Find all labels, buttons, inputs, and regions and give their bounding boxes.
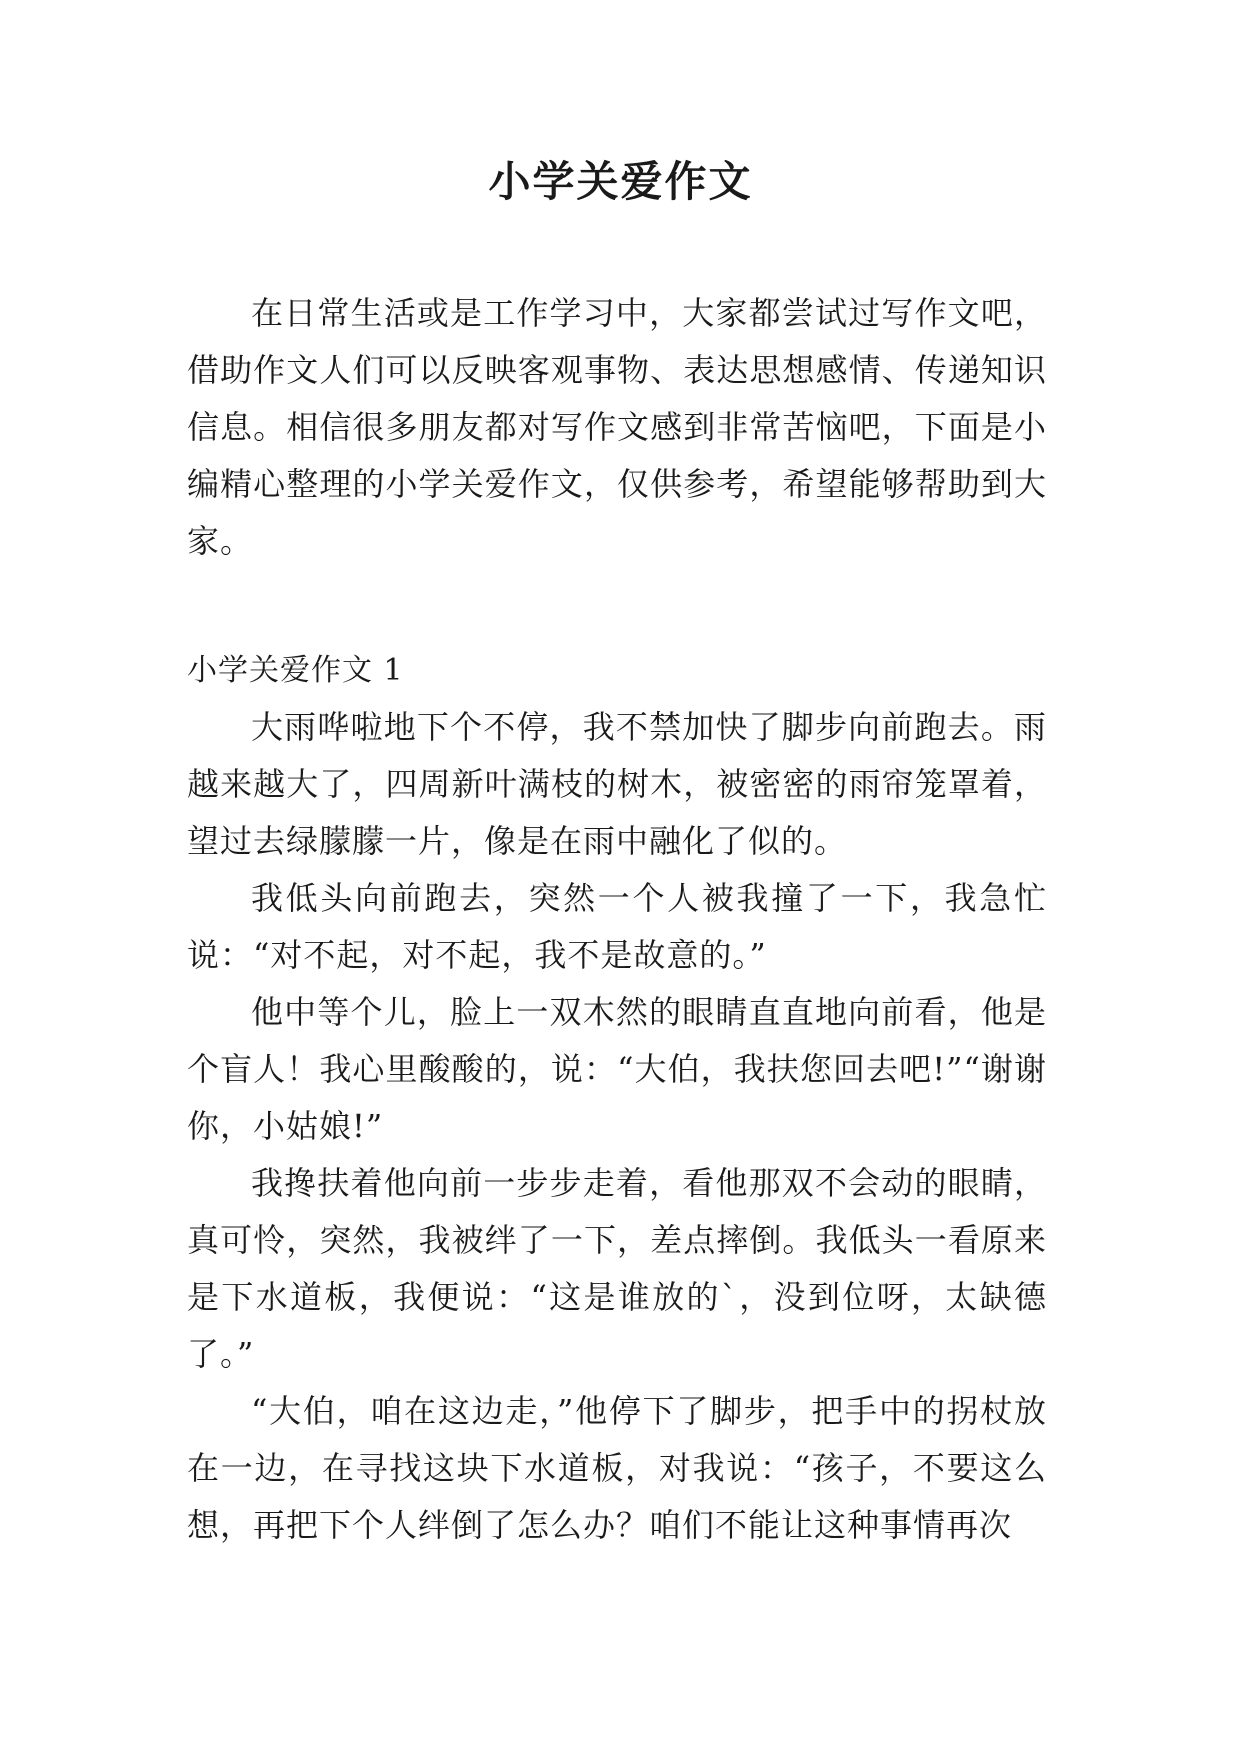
section1-paragraph-3: 他中等个儿，脸上一双木然的眼睛直直地向前看，他是个盲人！我心里酸酸的，说：“大伯，我扶您回去吧!”“谢谢你，小姑娘!”: [187, 993, 1047, 1145]
section1-paragraph-5: “大伯，咱在这边走，”他停下了脚步，把手中的拐杖放在一边，在寻找这块下水道板，对我说：“孩子，不要这么想，再把下个人绊倒了怎么办？咱们不能让这种事情再次: [187, 1392, 1047, 1544]
document-title: 小学关爱作文: [488, 157, 753, 206]
section-gap: [187, 570, 1047, 642]
intro-paragraph: 在日常生活或是工作学习中，大家都尝试过写作文吧，借助作文人们可以反映客观事物、表达思想感情、传递知识信息。相信很多朋友都对写作文感到非常苦恼吧，下面是小编精心整理的小学关爱作文，仅供参考，希望能够帮助到大家。: [187, 294, 1047, 560]
section1-paragraph-1: 大雨哗啦地下个不停，我不禁加快了脚步向前跑去。雨越来越大了，四周新叶满枝的树木，被密密的雨帘笼罩着，望过去绿朦朦一片，像是在雨中融化了似的。: [187, 708, 1047, 860]
document-body: [187, 285, 1047, 1554]
section1-paragraph-4: 我搀扶着他向前一步步走着，看他那双不会动的眼睛，真可怜，突然，我被绊了一下，差点摔倒。我低头一看原来是下水道板，我便说：“这是谁放的`，没到位呀，太缺德了。”: [187, 1164, 1047, 1373]
section1-paragraph-2: 我低头向前跑去，突然一个人被我撞了一下，我急忙说：“对不起，对不起，我不是故意的。”: [187, 879, 1047, 974]
section-heading-1: 小学关爱作文 1: [187, 653, 404, 688]
